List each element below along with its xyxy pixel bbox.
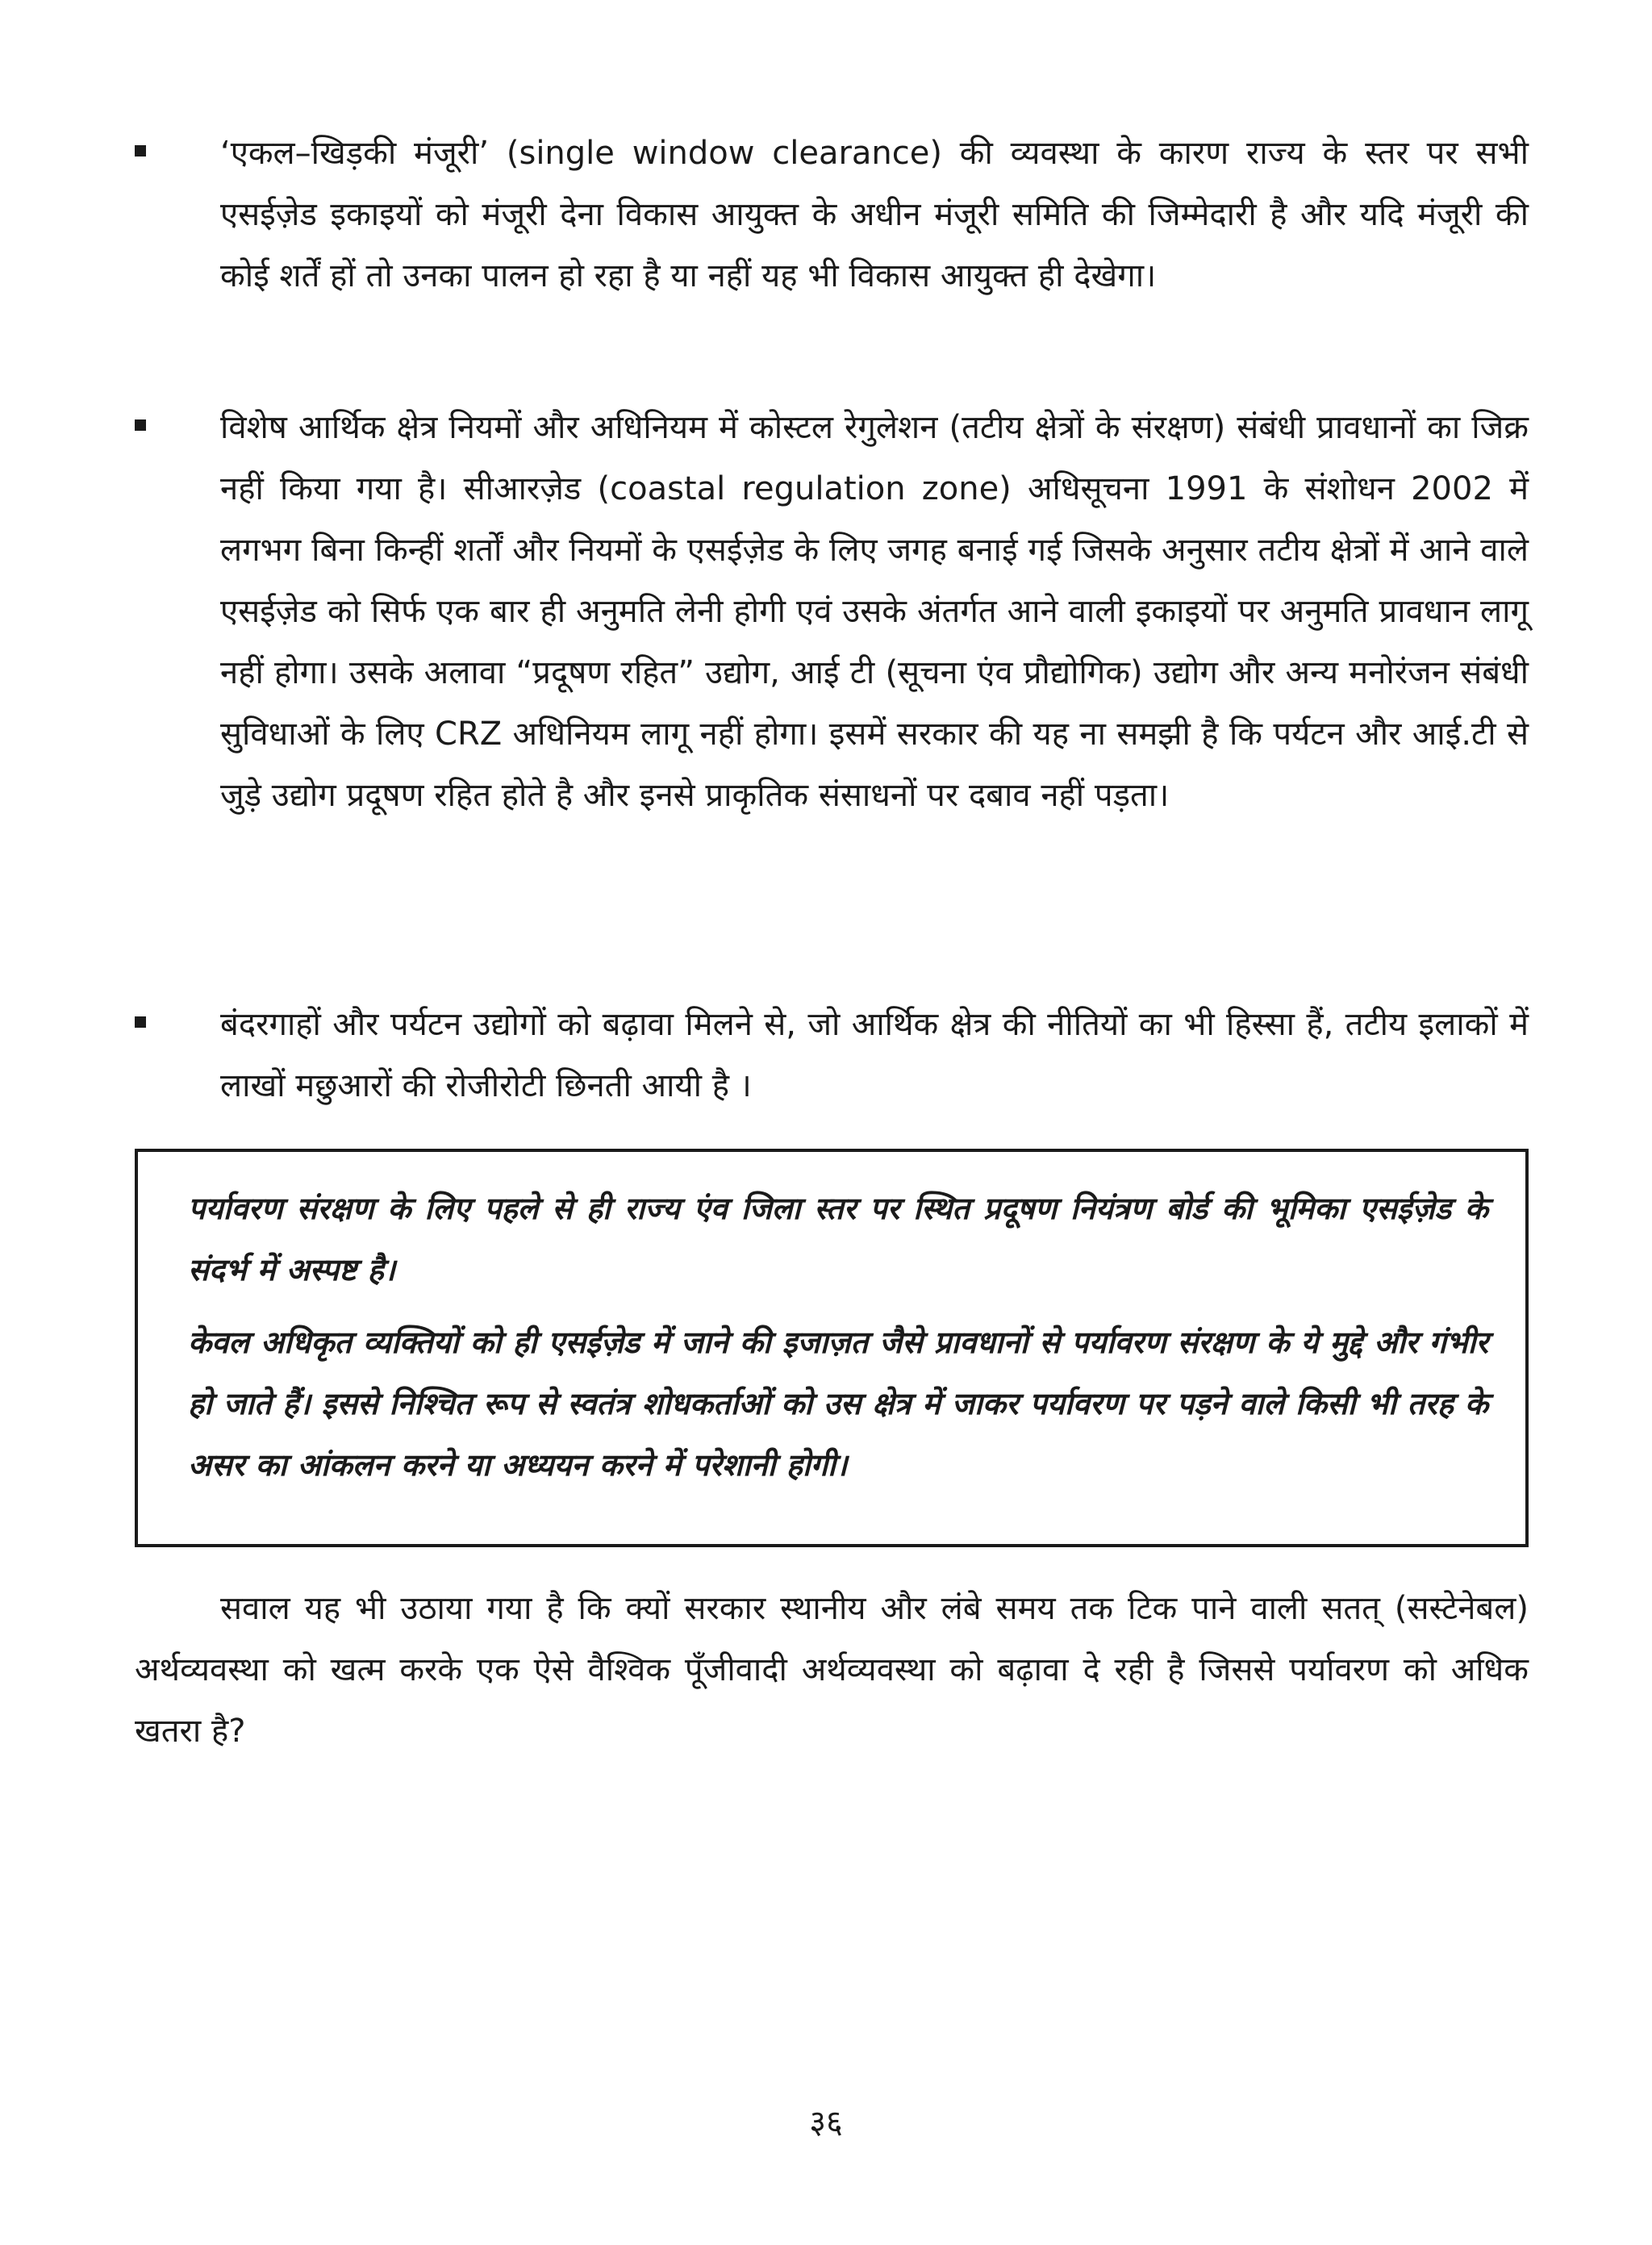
closing-paragraph: सवाल यह भी उठाया गया है कि क्यों सरकार स्थानीय और लंबे समय तक टिक पाने वाली सतत् (सस्टेनेबल) अर्थव्यवस्था को खत्म करके एक ऐसे वैश्विक पूँजीवादी अर्थव्यवस्था को बढ़ावा दे रही है जिससे पर्यावरण को अधिक खतरा है? <box>135 1590 1529 1750</box>
page-number: ३६ <box>809 2104 843 2141</box>
callout-box <box>135 1149 1529 1547</box>
callout-paragraph: पर्यावरण संरक्षण के लिए पहले से ही राज्य एंव जिला स्तर पर स्थित प्रदूषण नियंत्रण बोर्ड की भूमिका एसईज़ेड के संदर्भ में अस्पष्ट है। <box>188 1190 1488 1287</box>
bullet-text: विशेष आर्थिक क्षेत्र नियमों और अधिनियम में कोस्टल रेगुलेशन (तटीय क्षेत्रों के संरक्षण) संबंधी प्रावधानों का जिक्र नहीं किया गया है। सीआरज़ेड (coastal regulation zone) अधिसूचना 1991 के संशोधन 2002 में लगभग बिना किन्हीं शर्तों और नियमों के एसईज़ेड के लिए जगह बनाई गई जिसके अनुसार तटीय क्षेत्रों में आने वाले एसईज़ेड को सिर्फ एक बार ही अनुमति लेनी होगी एवं उसके अंतर्गत आने वाली इकाइयों पर अनुमति प्रावधान लागू नहीं होगा। उसके अलावा “प्रदूषण रहित” उद्योग, आई टी (सूचना एंव प्रौद्योगिक) उद्योग और अन्य मनोरंजन संबंधी सुविधाओं के लिए CRZ अधिनियम लागू नहीं होगा। इसमें सरकार की यह ना समझी है कि पर्यटन और आई.टी से जुड़े उद्योग प्रदूषण रहित होते है और इनसे प्राकृतिक संसाधनों पर दबाव नहीं पड़ता। <box>220 409 1529 814</box>
square-bullet-icon <box>135 1016 146 1028</box>
bullet-text: ‘एकल–खिड़की मंजूरी’ (single window clearance) की व्यवस्था के कारण राज्य के स्तर पर सभी एसईज़ेड इकाइयों को मंजूरी देना विकास आयुक्त के अधीन मंजूरी समिति की जिम्मेदारी है और यदि मंजूरी की कोई शर्तें हों तो उनका पालन हो रहा है या नहीं यह भी विकास आयुक्त ही देखेगा। <box>220 135 1529 294</box>
square-bullet-icon <box>135 419 146 431</box>
bullet-text: बंदरगाहों और पर्यटन उद्योगों को बढ़ावा मिलने से, जो आर्थिक क्षेत्र की नीतियों का भी हिस्सा हैं, तटीय इलाकों में लाखों मछुआरों की रोजीरोटी छिनती आयी है । <box>220 1006 1529 1104</box>
callout-paragraph: केवल अधिकृत व्यक्तियों को ही एसईज़ेड में जाने की इजाज़त जैसे प्रावधानों से पर्यावरण संरक्षण के ये मुद्दे और गंभीर हो जाते हैं। इससे निश्चित रूप से स्वतंत्र शोधकर्ताओं को उस क्षेत्र में जाकर पर्यावरण पर पड़ने वाले किसी भी तरह के असर का आंकलन करने या अध्ययन करने में परेशानी होगी। <box>188 1324 1488 1483</box>
square-bullet-icon <box>135 145 146 156</box>
